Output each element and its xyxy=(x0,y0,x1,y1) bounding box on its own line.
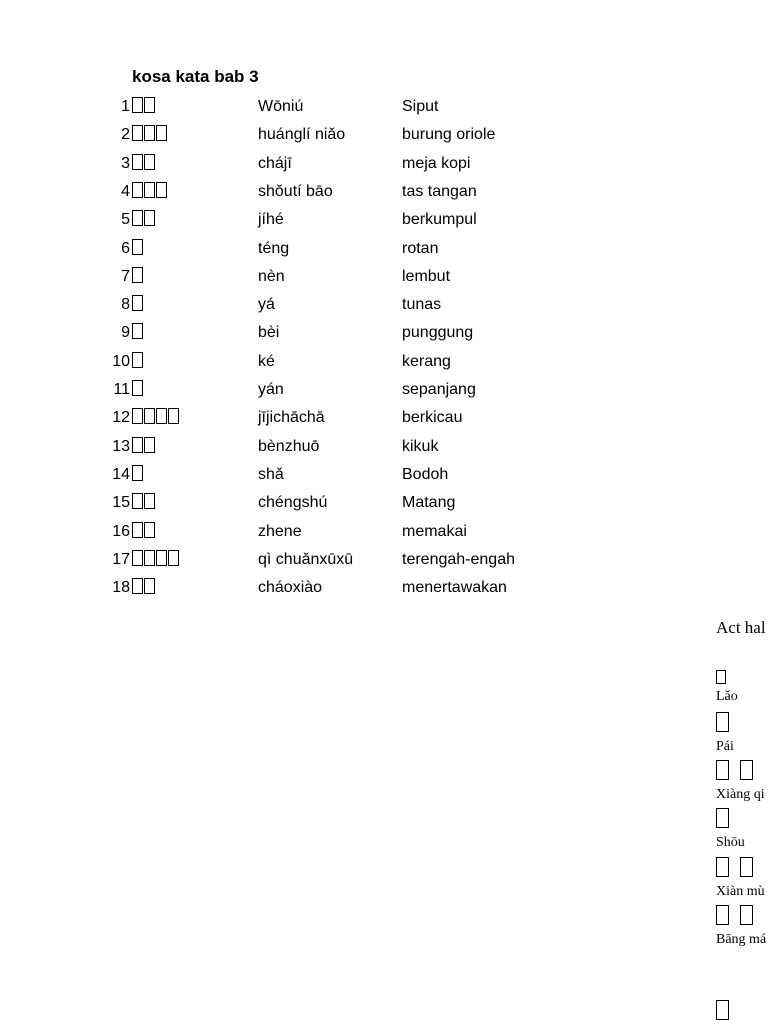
missing-glyph-box xyxy=(132,408,143,424)
missing-glyph-box xyxy=(132,154,143,170)
hanzi-placeholder xyxy=(132,493,156,513)
meaning: terengah-engah xyxy=(402,551,515,568)
row-number: 8 xyxy=(121,296,130,313)
meaning: Siput xyxy=(402,98,439,115)
hanzi-placeholder xyxy=(132,154,156,174)
missing-glyph-box xyxy=(132,182,143,198)
missing-glyph-box xyxy=(144,550,155,566)
missing-glyph-box xyxy=(716,905,729,925)
right-pinyin: Xiàng qi xyxy=(716,787,765,802)
missing-glyph-box xyxy=(716,857,729,877)
meaning: berkicau xyxy=(402,409,463,426)
vocab-row xyxy=(0,267,560,295)
meaning: burung oriole xyxy=(402,126,496,143)
row-number: 17 xyxy=(112,551,130,568)
hanzi-placeholder xyxy=(132,295,144,315)
pinyin: shǎ xyxy=(258,466,284,483)
missing-glyph-box xyxy=(144,182,155,198)
missing-glyph-box xyxy=(716,712,729,732)
hanzi-placeholder xyxy=(132,239,144,259)
missing-glyph-box xyxy=(156,408,167,424)
missing-glyph-box xyxy=(144,522,155,538)
meaning: sepanjang xyxy=(402,381,476,398)
vocab-row xyxy=(0,97,560,125)
pinyin: bèi xyxy=(258,324,280,341)
pinyin: chéngshú xyxy=(258,494,328,511)
pinyin: ké xyxy=(258,353,275,370)
pinyin: cháoxiào xyxy=(258,579,323,596)
missing-glyph-box xyxy=(132,323,143,339)
missing-glyph-box xyxy=(144,125,155,141)
missing-glyph-box xyxy=(740,857,753,877)
missing-glyph-box xyxy=(144,408,155,424)
meaning: berkumpul xyxy=(402,211,477,228)
vocab-row xyxy=(0,239,560,267)
meaning: kerang xyxy=(402,353,451,370)
missing-glyph-box xyxy=(156,550,167,566)
hanzi-placeholder xyxy=(132,465,144,485)
missing-glyph-box xyxy=(132,239,143,255)
hanzi-placeholder xyxy=(132,97,156,117)
missing-glyph-box xyxy=(132,380,143,396)
hanzi-placeholder xyxy=(132,182,168,202)
activity-title: Act hal xyxy=(716,618,766,637)
hanzi-placeholder xyxy=(132,437,156,457)
right-hanzi xyxy=(716,712,740,737)
missing-glyph-box xyxy=(132,465,143,481)
missing-glyph-box xyxy=(132,522,143,538)
missing-glyph-box xyxy=(716,670,726,684)
vocab-row xyxy=(0,493,560,521)
vocab-row xyxy=(0,352,560,380)
missing-glyph-box xyxy=(132,210,143,226)
row-number: 18 xyxy=(112,579,130,596)
missing-glyph-box xyxy=(144,97,155,113)
pinyin: qì chuǎnxūxū xyxy=(258,551,354,568)
vocab-row xyxy=(0,125,560,153)
right-pinyin: Shōu xyxy=(716,835,745,850)
vocab-row xyxy=(0,522,560,550)
right-hanzi xyxy=(716,808,740,833)
vocab-row xyxy=(0,465,560,493)
vocab-row xyxy=(0,295,560,323)
hanzi-placeholder xyxy=(132,408,180,428)
missing-glyph-box xyxy=(156,182,167,198)
missing-glyph-box xyxy=(132,125,143,141)
pinyin: shǒutí bāo xyxy=(258,183,333,200)
meaning: meja kopi xyxy=(402,155,471,172)
pinyin: Wōniú xyxy=(258,98,304,115)
hanzi-placeholder xyxy=(132,267,144,287)
pinyin: yá xyxy=(258,296,275,313)
row-number: 15 xyxy=(112,494,130,511)
meaning: memakai xyxy=(402,523,467,540)
hanzi-placeholder xyxy=(132,550,180,570)
vocab-row xyxy=(0,154,560,182)
missing-glyph-box xyxy=(144,437,155,453)
hanzi-placeholder xyxy=(132,522,156,542)
row-number: 10 xyxy=(112,353,130,370)
pinyin: nèn xyxy=(258,268,285,285)
hanzi-placeholder xyxy=(132,352,144,372)
meaning: punggung xyxy=(402,324,474,341)
row-number: 2 xyxy=(121,126,130,143)
vocab-row xyxy=(0,380,560,408)
right-pinyin: Bāng má xyxy=(716,932,767,947)
missing-glyph-box xyxy=(168,408,179,424)
right-pinyin: Pái xyxy=(716,739,734,754)
vocab-row xyxy=(0,408,560,436)
vocab-row xyxy=(0,182,560,210)
row-number: 5 xyxy=(121,211,130,228)
missing-glyph-box xyxy=(168,550,179,566)
meaning: kikuk xyxy=(402,438,439,455)
right-hanzi xyxy=(716,668,726,689)
missing-glyph-box xyxy=(132,493,143,509)
hanzi-placeholder xyxy=(132,125,168,145)
pinyin: huánglí niǎo xyxy=(258,126,346,143)
missing-glyph-box xyxy=(132,550,143,566)
right-hanzi xyxy=(716,760,764,785)
row-number: 1 xyxy=(121,98,130,115)
hanzi-placeholder xyxy=(132,380,144,400)
missing-glyph-box xyxy=(132,352,143,368)
meaning: menertawakan xyxy=(402,579,507,596)
missing-glyph-box xyxy=(144,154,155,170)
row-number: 14 xyxy=(112,466,130,483)
pinyin: chájī xyxy=(258,155,292,172)
missing-glyph-box xyxy=(132,267,143,283)
missing-glyph-box xyxy=(132,295,143,311)
vocab-row xyxy=(0,437,560,465)
vocab-row xyxy=(0,578,560,606)
hanzi-placeholder xyxy=(132,210,156,230)
hanzi-placeholder xyxy=(132,323,144,343)
meaning: lembut xyxy=(402,268,451,285)
vocab-row xyxy=(0,323,560,351)
missing-glyph-box xyxy=(156,125,167,141)
vocab-row xyxy=(0,210,560,238)
right-hanzi xyxy=(716,905,764,930)
meaning: tas tangan xyxy=(402,183,477,200)
missing-glyph-box xyxy=(716,808,729,828)
missing-glyph-box xyxy=(144,210,155,226)
pinyin: bènzhuō xyxy=(258,438,320,455)
vocab-row xyxy=(0,550,560,578)
pinyin: yán xyxy=(258,381,284,398)
right-hanzi xyxy=(716,857,764,882)
row-number: 7 xyxy=(121,268,130,285)
meaning: rotan xyxy=(402,240,439,257)
missing-glyph-box xyxy=(132,578,143,594)
missing-glyph-box xyxy=(144,578,155,594)
missing-glyph-box xyxy=(132,97,143,113)
missing-glyph-box xyxy=(716,1000,729,1020)
right-pinyin: Lǎo xyxy=(716,689,738,704)
row-number: 12 xyxy=(112,409,130,426)
row-number: 16 xyxy=(112,523,130,540)
missing-glyph-box xyxy=(740,905,753,925)
row-number: 13 xyxy=(112,438,130,455)
right-pinyin: Xiàn mù xyxy=(716,884,765,899)
meaning: Bodoh xyxy=(402,466,449,483)
pinyin: jíhé xyxy=(258,211,284,228)
right-hanzi xyxy=(716,1000,740,1025)
hanzi-placeholder xyxy=(132,578,156,598)
meaning: tunas xyxy=(402,296,442,313)
missing-glyph-box xyxy=(144,493,155,509)
row-number: 4 xyxy=(121,183,130,200)
missing-glyph-box xyxy=(740,760,753,780)
row-number: 6 xyxy=(121,240,130,257)
missing-glyph-box xyxy=(716,760,729,780)
pinyin: téng xyxy=(258,240,290,257)
pinyin: jījichāchā xyxy=(258,409,325,426)
missing-glyph-box xyxy=(132,437,143,453)
meaning: Matang xyxy=(402,494,456,511)
row-number: 11 xyxy=(113,381,130,398)
vocabulary-title: kosa kata bab 3 xyxy=(132,67,259,86)
row-number: 9 xyxy=(121,324,130,341)
pinyin: zhene xyxy=(258,523,302,540)
row-number: 3 xyxy=(121,155,130,172)
